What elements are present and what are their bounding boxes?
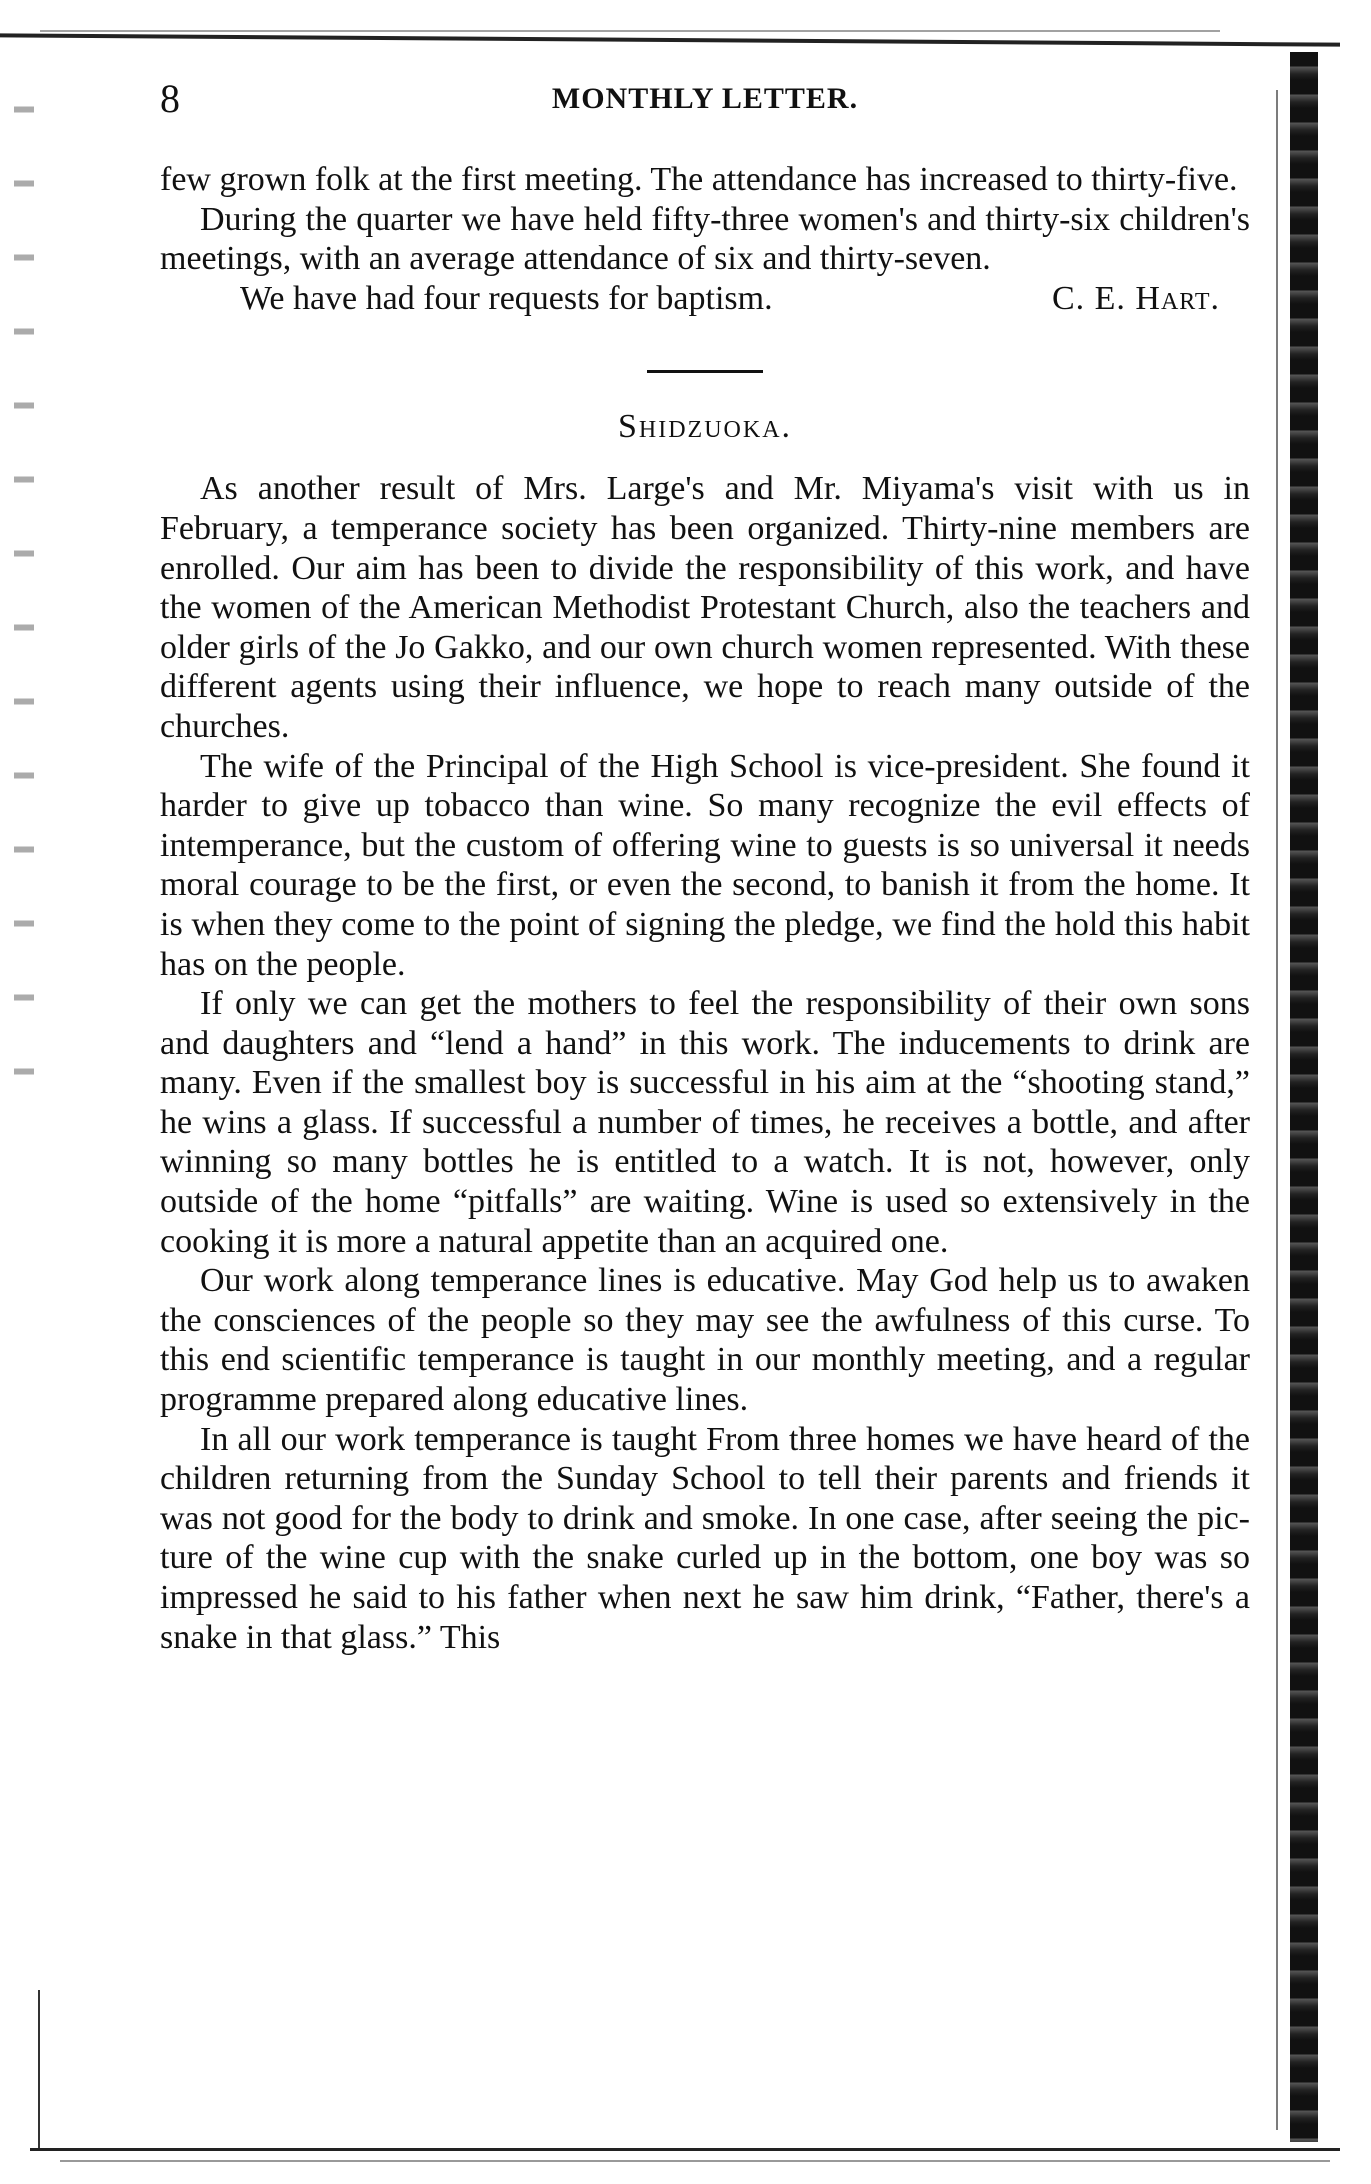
paragraph: The wife of the Principal of the High School is vice-president. She found it harder to give up tobacco than wine. So many recognize the evil effects of intemperance, but the custom of offering wine to guests is so universal it needs moral courage to be the first, or even the second, to banish it from the home. It is when they come to the point of signing the pledge, we find the hold this habit has on the people. bbox=[160, 747, 1250, 983]
scan-edge-line-bottom bbox=[60, 2160, 1330, 2162]
section-divider bbox=[647, 370, 763, 373]
paragraph: In all our work temperance is taught From three homes we have heard of the children returning from the Sunday School to tell their parents and friends it was not good for the body to drink and smoke. In one case, after seeing the picture of the wine cup with the snake curled up in the bottom, one boy was so impressed he said to his father when next he saw him drink, “Father, there's a snake in that glass.” This bbox=[160, 1420, 1250, 1656]
top-border-rule bbox=[0, 33, 1340, 46]
section-heading: Shidzuoka. bbox=[617, 408, 793, 446]
page-body bbox=[160, 160, 1250, 1657]
paragraph: As another result of Mrs. Large's and Mr. Miyama's visit with us in February, a temperance society has been organized. Thirty-nine members are enrolled. Our aim has been to divide the responsibility of this work, and have the women of the American Methodist Protestant Church, also the teachers and older girls of the Jo Gakko, and our own church women represented. With these different agents using their influence, we hope to reach many outside of the churches. bbox=[160, 470, 1250, 745]
closing-line bbox=[160, 279, 1250, 319]
paragraph: Our work along temperance lines is educative. May God help us to awaken the consciences of the people so they may see the awfulness of this curse. To this end scientific temperance is taught in our monthly meeting, and a regular programme prepared along educative lines. bbox=[160, 1262, 1250, 1419]
page-header bbox=[160, 74, 1250, 124]
binding-edge bbox=[1290, 52, 1318, 2142]
paragraph: If only we can get the mothers to feel the responsibility of their own sons and daughters and “lend a hand” in this work. The inducements to drink are many. Even if the smallest boy is successful in his aim at the “shooting stand,” he wins a glass. If successful a number of times, he receives a bottle, and after winning so many bottles he is entitled to a watch. It is not, however, only outside of the home “pitfalls” are waiting. Wine is used so extensively in the cooking it is more a natural appetite than an acquired one. bbox=[160, 985, 1250, 1260]
paragraph: During the quarter we have held fifty-three women's and thirty-six children's meetings, with an average attendance of six and thirty-seven. bbox=[160, 200, 1250, 278]
closing-text: We have had four requests for baptism. bbox=[240, 279, 773, 317]
running-title: MONTHLY LETTER. bbox=[551, 82, 859, 115]
signature: C. E. Hart. bbox=[1051, 279, 1220, 317]
bottom-border-rule bbox=[30, 2148, 1340, 2151]
page-number: 8 bbox=[160, 76, 180, 121]
scan-specks bbox=[14, 70, 34, 1120]
paragraph: few grown folk at the first meeting. The attendance has increased to thirty-five. bbox=[160, 161, 1238, 198]
page-edge-line bbox=[1276, 90, 1278, 2130]
left-border-rule bbox=[38, 1990, 40, 2150]
scan-edge-line bbox=[40, 30, 1220, 32]
